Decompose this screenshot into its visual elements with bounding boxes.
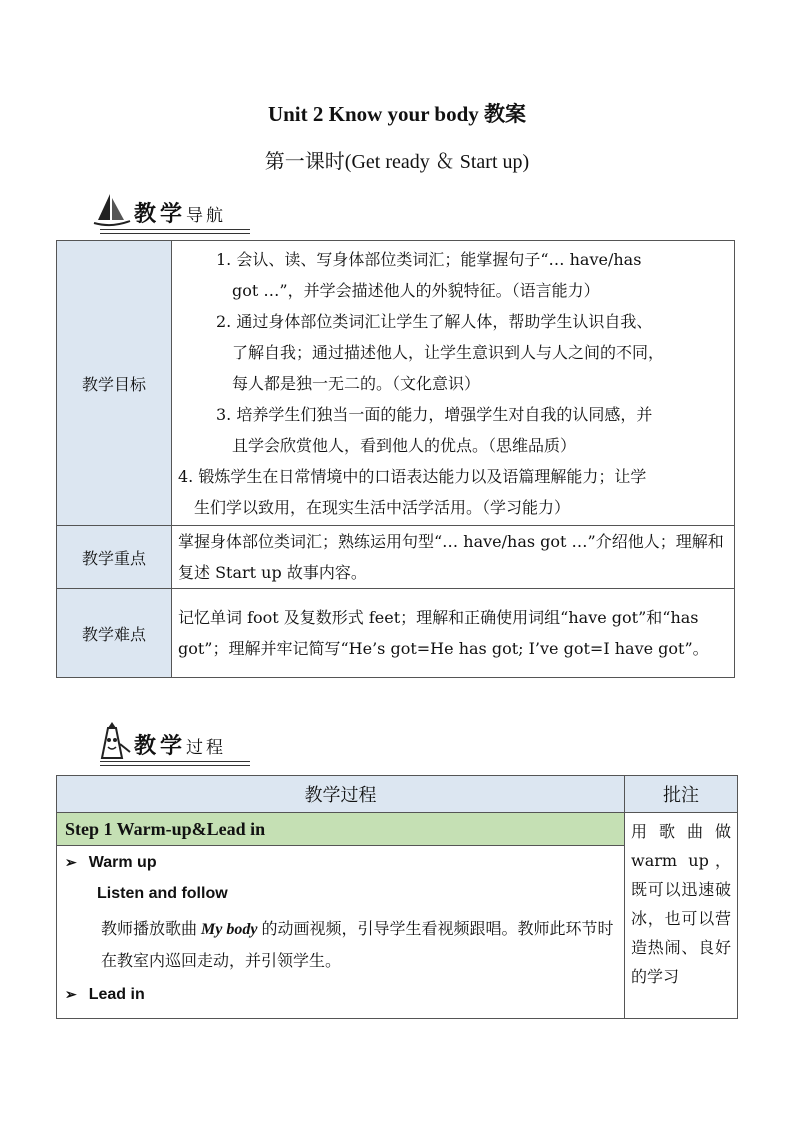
notes-column-header: 批注 (625, 776, 738, 813)
arrow-bullet-icon: ➢ (65, 854, 77, 870)
table-row (57, 813, 738, 846)
row-label: 教学难点 (57, 589, 172, 678)
banner-text-main: 教学 (134, 202, 187, 227)
row-label: 教学目标 (57, 241, 172, 526)
objective-item: 4. 锻炼学生在日常情境中的口语表达能力以及语篇理解能力；让学 生们学以致用，在现实生活中活学活用。（学习能力） (178, 466, 647, 517)
step-body (57, 846, 625, 1019)
row-label: 教学重点 (57, 526, 172, 589)
teaching-process-banner (92, 722, 226, 762)
banner-text-main: 教学 (134, 734, 187, 759)
bullet-item: ➢ Lead in (65, 986, 145, 1003)
sailboat-icon (92, 190, 132, 230)
table-header-row (57, 776, 738, 813)
table-row (57, 526, 735, 589)
note-cell: 用歌曲做 warm up，既可以迅速破冰，也可以营造热闹、良好的学习 (625, 813, 738, 1019)
activity-title: Listen and follow (97, 885, 228, 902)
objective-item: 1. 会认、读、写身体部位类词汇；能掌握句子“… have/has got …”，并学会描述他人的外貌特征。（语言能力） (216, 249, 642, 300)
objective-item: 2. 通过身体部位类词汇让学生了解人体，帮助学生认识自我、 了解自我；通过描述他人，让学生意识到人与人之间的不同， 每人都是独一无二的。（文化意识） (216, 311, 665, 393)
table-row (57, 241, 735, 526)
banner-underline (100, 229, 250, 234)
objective-item: 3. 培养学生们独当一面的能力，增强学生对自我的认同感，并 且学会欣赏他人，看到他人的优点。（思维品质） (216, 404, 653, 455)
process-column-header: 教学过程 (57, 776, 625, 813)
pencil-character-icon (92, 722, 132, 762)
bullet-item: ➢ Warm up (65, 854, 157, 871)
step-title: Step 1 Warm-up&Lead in (57, 813, 625, 846)
banner-text-secondary: 过程 (186, 738, 227, 758)
difficulties-cell: 记忆单词 foot 及复数形式 feet；理解和正确使用词组“have got”和“has got”；理解并牢记简写“He’s got=He has got; I’ve got=I have got”。 (172, 589, 735, 678)
table-row (57, 589, 735, 678)
document-title: Unit 2 Know your body 教案 (267, 102, 527, 126)
banner-text-secondary: 导航 (186, 206, 227, 226)
objectives-cell (172, 241, 735, 526)
teaching-navigation-banner (92, 190, 226, 230)
process-table (56, 775, 738, 1019)
banner-underline (100, 761, 250, 766)
activity-description: 教师播放歌曲 My body 的动画视频，引导学生看视频跟唱。教师此环节时在教室内巡回走动，并引领学生。 (101, 919, 614, 970)
song-title: My body (201, 921, 258, 938)
objectives-table (56, 240, 735, 678)
document-subtitle: 第一课时(Get ready ＆ Start up) (264, 151, 530, 173)
key-points-cell: 掌握身体部位类词汇；熟练运用句型“… have/has got …”介绍他人；理解和复述 Start up 故事内容。 (172, 526, 735, 589)
arrow-bullet-icon: ➢ (65, 986, 77, 1002)
